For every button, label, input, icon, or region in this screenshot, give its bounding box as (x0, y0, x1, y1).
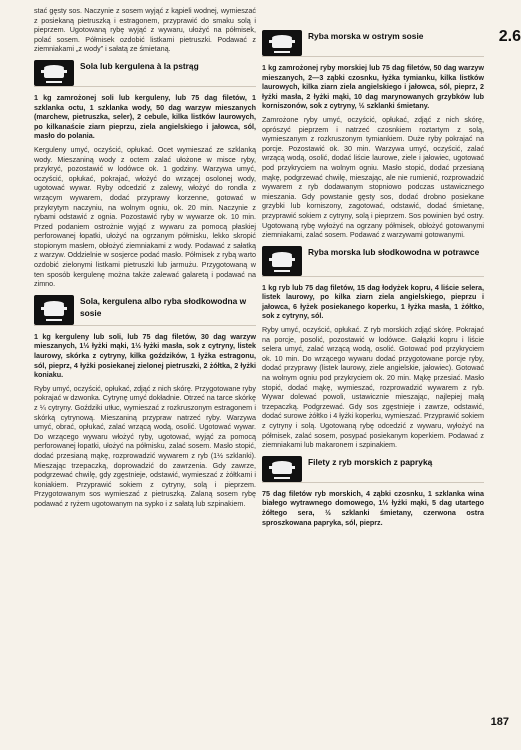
recipe-title: Sola, kergulena albo ryba słodkowodna w sosie (80, 295, 247, 318)
recipe-header-sola-pstrag (34, 60, 256, 87)
recipe-ingredients: 1 kg ryb lub 75 dag filetów, 15 dag łodyżek kopru, 4 liście selera, listek laurowy, po kilka ziarn ziela angielskiego, pieprzu i jałowca, 6 łyżek posiekanego koperku, 1 łyżka masła, 1 żółtko, sok z cytryny, sól. (262, 282, 484, 321)
pot-icon (268, 248, 296, 274)
recipe-header-sola-sos (34, 295, 256, 326)
recipe-icon-box (262, 246, 302, 276)
recipe-method: Ryby umyć, oczyścić, opłukać, zdjąć z nich skórę. Przygotowane ryby pokrajać w dzwonka. Cytrynę umyć dokładnie. Otrzeć na tarce skórkę z ¼ cytryny. Goździki utłuc, wymieszać z rozkruszonym estragonem i skórką cytrynową. Mieszaniną przypraw natrzeć ryby. Warzywa umyć, obrać, opłukać, zalać wrzącą wodą, osolić. Ugotować wywar. Do wrzącego wywaru włożyć ryby, ugotować, wyjąć za pomocą perforowanej łopatki, ułożyć na półmisku, zalać sosem. Masło stopić, dodać przesianą mąkę, rozprowadzić wywarem z ryb (1½ szklanki). Mieszając trzepaczką, doprowadzić do zawrzenia. Gdy zawrze, podgrzewać chwilę, gdy zgęstnieje, odstawić, wymieszać z żółtkami i koniakiem. Przyprawić sokiem z cytryny, solą i pieprzem. Przygotowanym sos wymieszać z pietruszką. Zalaną sosem rybę podawać z ryżem ugotowanym na sypko i z sałatą lub szpinakiem. (34, 383, 256, 508)
recipe-method: Ryby umyć, oczyścić, opłukać. Z ryb morskich zdjąć skórę. Pokrajać na porcje, posolić, pozostawić w lodówce. Gałązki kopru i liście selera umyć, zalać wrzącą wodą, osolić. Gotować pod przykryciem ok. 10 min. Do wrzącego wywaru dodać przygotowane porcje ryby, dodać przyprawy (listek laurowy, ziele angielskie, jałowiec). Gotować na wolnym ogniu pod przykryciem ok. 20 min. Mąkę przesiać. Masło stopić, dodać mąkę, wymieszać, rozprowadzić wywarem z ryb. Wywar dolewać powoli, ustawicznie mieszając, najlepiej małą trzepaczką. Podgrzewać. Gdy sos zgęstnieje i zawrze, odstawić, dodać surowe żółtko i 4 łyżki koperku, wymieszać. Przyprawić sokiem z cytryny i solą. Ugotowaną rybę odcedzić z wywaru, wyłożyć na półmisek, zalać sosem, posypać posiekanym koperkiem. Podawać z ziemniakami lub makaronem i szpinakiem. (262, 325, 484, 450)
recipe-title: Sola lub kergulena à la pstrąg (80, 60, 199, 71)
recipe-header-potrawka (262, 246, 484, 277)
recipe-ingredients: 75 dag filetów ryb morskich, 4 ząbki czosnku, 1 szklanka wina białego wytrawnego domowego, 1½ łyżki mąki, 5 dag utartego żółtego sera, ½ szklanki śmietany, czerwona ostra sproszkowana papryka, sól, pieprz. (262, 488, 484, 527)
section-number: 2.6 (498, 28, 521, 45)
recipe-header-filety (262, 456, 484, 483)
recipe-icon-box (262, 30, 302, 56)
recipe-title: Filety z ryb morskich z papryką (308, 456, 433, 467)
recipe-ingredients: 1 kg zamrożonej ryby morskiej lub 75 dag filetów, 50 dag warzyw mieszanych, 2—3 ząbki czosnku, łyżka tymianku, kilka listków laurowych, kilka ziarn ziela angielskiego i jałowca, sól, pieprz, 2 łyżki masła, 2 łyżki mąki, 10 dag marynowanych grzybków lub korniszonów, sok z cytryny, ½ szklanki śmietany. (262, 63, 484, 111)
left-column (34, 0, 256, 513)
pot-icon (40, 62, 68, 84)
recipe-ingredients: 1 kg kerguleny lub soli, lub 75 dag filetów, 30 dag warzyw mieszanych, 1½ łyżki mąki, 1½ łyżki masła, sok z cytryny, listek laurowy, skórka z cytryny, kilka goździków, 1 łyżka estragonu, sól, pieprz, 4 łyżki posiekanej zielonej pietruszki, 2 żółtka, 2 łyżki koniaku. (34, 331, 256, 380)
recipe-title: Ryba morska w ostrym sosie (308, 31, 424, 41)
recipe-header-ostry-sos (262, 30, 484, 57)
recipe-title: Ryba morska lub słodkowodna w potrawce (308, 246, 480, 257)
recipe-icon-box (262, 456, 302, 482)
pot-icon (268, 458, 296, 480)
right-column (262, 0, 484, 531)
recipe-ingredients: 1 kg zamrożonej soli lub kerguleny, lub 75 dag filetów, 1 szklanka octu, 1 szklanka wody, 50 dag warzyw mieszanych (marchew, pietruszka, seler), 2 cebule, kilka listków laurowych, po kilkanaście ziarn pieprzu, ziela angielskiego i jałowca, sól, masło do polania. (34, 92, 256, 141)
recipe-icon-box (34, 295, 74, 325)
recipe-icon-box (34, 60, 74, 86)
pot-icon (268, 32, 296, 54)
recipe-method: Zamrożone ryby umyć, oczyścić, opłukać, zdjąć z nich skórę, oprószyć pieprzem i natrzeć czosnkiem roztartym z solą, wymieszanym z rozkruszonym tymiankiem. Duże ryby pokrajać na porcje. Pozostawić ok. 30 min. Warzywa umyć, oczyścić, zalać wrzącą wodą, osolić, dodać liście laurowe, ziele i jałowiec, ugotować pod przykryciem na wolnym ogniu. Masło stopić, dodać przesianą mąkę, podgrzewać chwilę, mieszając, ale nie rumienić, rozprowadzić wywarem z ryb dodawanym stopniowo podczas ustawicznego mieszania. Gdy powstanie gęsty sos, dodać drobno posiekane grzybki lub korniszony, zagotować, odstawić, dodać śmietanę, przyprawić sokiem z cytryny, solą i pieprzem. Sos powinien być ostry. Ugotowaną rybę wyłożyć na ogrzany półmisek, obłożyć gotowanymi ziemniakami, zalać sosem. Podawać z warzywami gotowanymi. (262, 114, 484, 240)
intro-paragraph: stać gęsty sos. Naczynie z sosem wyjąć z kąpieli wodnej, wymieszać z posiekaną pietruszką i estragonem, przyprawić do smaku solą i pieprzem. Ugotowaną rybę wyjąć z wywaru, ułożyć na półmisek, polać sosem. Półmisek ozdobić listkami pietruszki. Podawać z ziemniakami „z wody” i sałatą ze śmietaną. (34, 6, 256, 54)
page-number: 187 (490, 716, 509, 728)
pot-icon (40, 297, 68, 323)
recipe-method: Kerguleny umyć, oczyścić, opłukać. Ocet wymieszać ze szklanką wody. Mieszaniną wody z octem zalać ułożone w misce ryby, przykryć, pozostawić w lodówce ok. 1 godziny. Warzywa umyć, oczyścić, opłukać, pokrajać, włożyć do wrzącej osolonej wody, ugotować wywar. Ryby odcedzić z zalewy, włożyć do rondla z wrzącym wywarem, dodać przyprawy korzenne, gotować w przykrytym naczyniu, na wolnym ogniu, ok. 20 min. Naczynie z rybami odstawić z ognia. Pozostawić ryby w wywarze ok. 10 min. Przed podaniem ostrożnie wyjąć z wywaru za pomocą płaskiej perforowanej łopatki, ułożyć na ogrzanym półmisku, lekko skropić stopionym masłem, obłożyć ziemniakami z wody. Podawać z sałatką z warzyw. Oddzielnie w sosjerce podać masło. Półmisek z rybą warto ozdobić zielonymi listkami pietruszki lub jarmużu. Przygotowaną w ten sposób kergulenę można także zalewać galaretą i podawać na zimno. (34, 144, 256, 289)
